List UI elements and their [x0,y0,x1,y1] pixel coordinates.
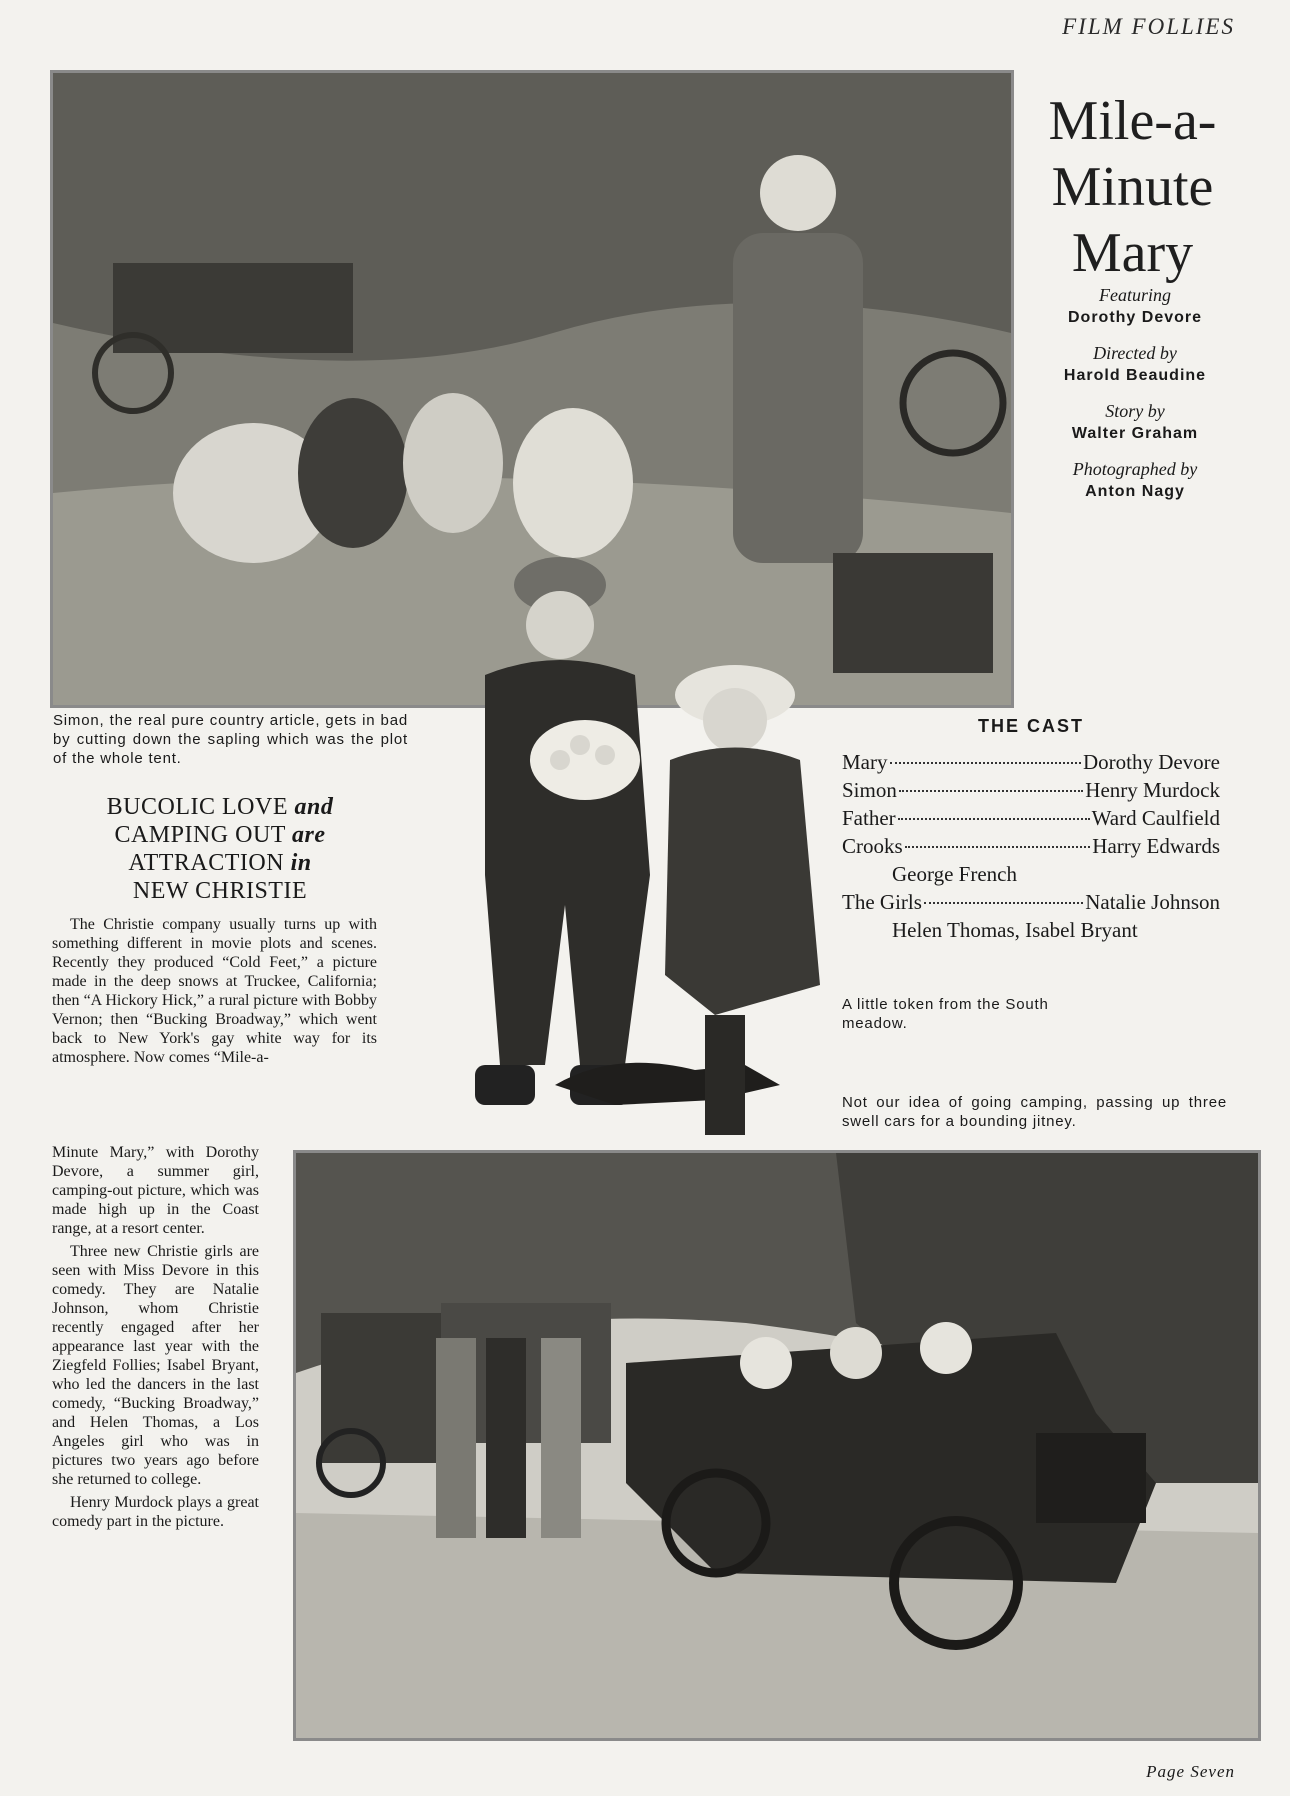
caption-top-photo: Simon, the real pure country article, gets in bad by cutting down the sapling which was the plot of the whole tent. [53,712,408,767]
photo-simon-and-mary-cutout [415,545,835,1150]
credit-role-director: Directed by [1093,343,1177,363]
cast-leader-dots [905,846,1091,848]
feature-title [1015,88,1250,286]
article-column-upper [52,915,377,1071]
caption-token: A little token from the South meadow. [842,996,1049,1032]
publication-header: FILM FOLLIES [1062,14,1235,39]
credit-role-story: Story by [1105,401,1165,421]
cast-leader-dots [898,818,1090,820]
cast-row [842,832,1220,860]
cast-actor: Ward Caulfield [1091,806,1220,830]
page-number: Page Seven [1146,1762,1235,1781]
credit-role-featuring: Featuring [1099,285,1171,305]
credit-name-story: Walter Graham [1071,425,1199,442]
headline-line-4: NEW CHRISTIE [132,878,308,904]
cast-list [842,748,1220,944]
credit-name-photography: Anton Nagy [1085,483,1185,500]
cast-actor: Natalie Johnson [1085,890,1220,914]
cast-row [842,748,1220,776]
cast-heading: THE CAST [978,716,1084,736]
cast-actor: Henry Murdock [1085,778,1220,802]
credit-name-director: Harold Beaudine [1063,367,1207,384]
headline-line-1 [60,793,380,821]
cast-crooks-extra: George French [892,862,1017,886]
headline-part: CAMPING OUT [114,822,293,848]
cast-leader-dots [924,902,1083,904]
headline-line-3 [60,849,380,877]
article-paragraph-1-upper: The Christie company usually turns up with something different in movie plots and scenes. Recently they produced “Cold Feet,” a picture made in the deep snows at Truckee, California; then “A Hickory Hick,” a rural picture with Bobby Vernon; then “Bucking Broadway,” which went back to New York's gay white way for its atmosphere. Now comes “Mile-a- [52,916,377,1066]
article-column-lower [52,1143,259,1535]
headline-part: BUCOLIC LOVE [106,794,295,820]
credit-name-featuring: Dorothy Devore [1067,309,1203,326]
cast-leader-dots [890,762,1081,764]
cast-actor: Harry Edwards [1092,834,1220,858]
article-paragraph-2: Three new Christie girls are seen with Miss Devore in this comedy. They are Natalie Johnson, whom Christie recently engaged after her appearance last year with the Ziegfeld Follies; Isabel Bryant, who led the dancers in the last comedy, “Bucking Broadway,” and Helen Thomas, a Los Angeles girl who was in pictures two years ago before she returned to college. [52,1243,259,1488]
headline-part: ATTRACTION [128,850,291,876]
cast-role: Father [842,806,896,830]
photo-cars-illustration [296,1153,1258,1738]
caption-cars: Not our idea of going camping, passing up three swell cars for a bounding jitney. [842,1094,1227,1130]
cast-role: Simon [842,778,897,802]
cast-girls-extra: Helen Thomas, Isabel Bryant [892,918,1138,942]
article-paragraph-1-lower: Minute Mary,” with Dorothy Devore, a summer girl, camping-out picture, which was made high up in the Coast range, at a resort center. [52,1144,259,1237]
cast-leader-dots [899,790,1083,792]
headline-line-2 [60,821,380,849]
article-paragraph-3: Henry Murdock plays a great comedy part in the picture. [52,1494,259,1530]
cast-role: The Girls [842,890,922,914]
cast-role: Mary [842,750,888,774]
title-line-1: Mile-a- [1048,90,1217,152]
headline-connector: in [290,850,312,876]
cast-actor: Dorothy Devore [1082,750,1220,774]
credits-block [1030,283,1240,515]
cast-row [842,776,1220,804]
headline-connector: and [294,794,334,820]
headline-connector: are [292,822,326,848]
photo-cars-road [293,1150,1261,1741]
cast-role: Crooks [842,834,903,858]
cast-row-girls [842,888,1220,916]
cast-row [842,804,1220,832]
title-line-2: Minute [1051,156,1214,218]
cutout-figures-illustration [415,545,835,1150]
title-line-3: Mary [1071,222,1194,284]
article-headline [60,793,380,905]
credit-role-photography: Photographed by [1072,459,1198,479]
